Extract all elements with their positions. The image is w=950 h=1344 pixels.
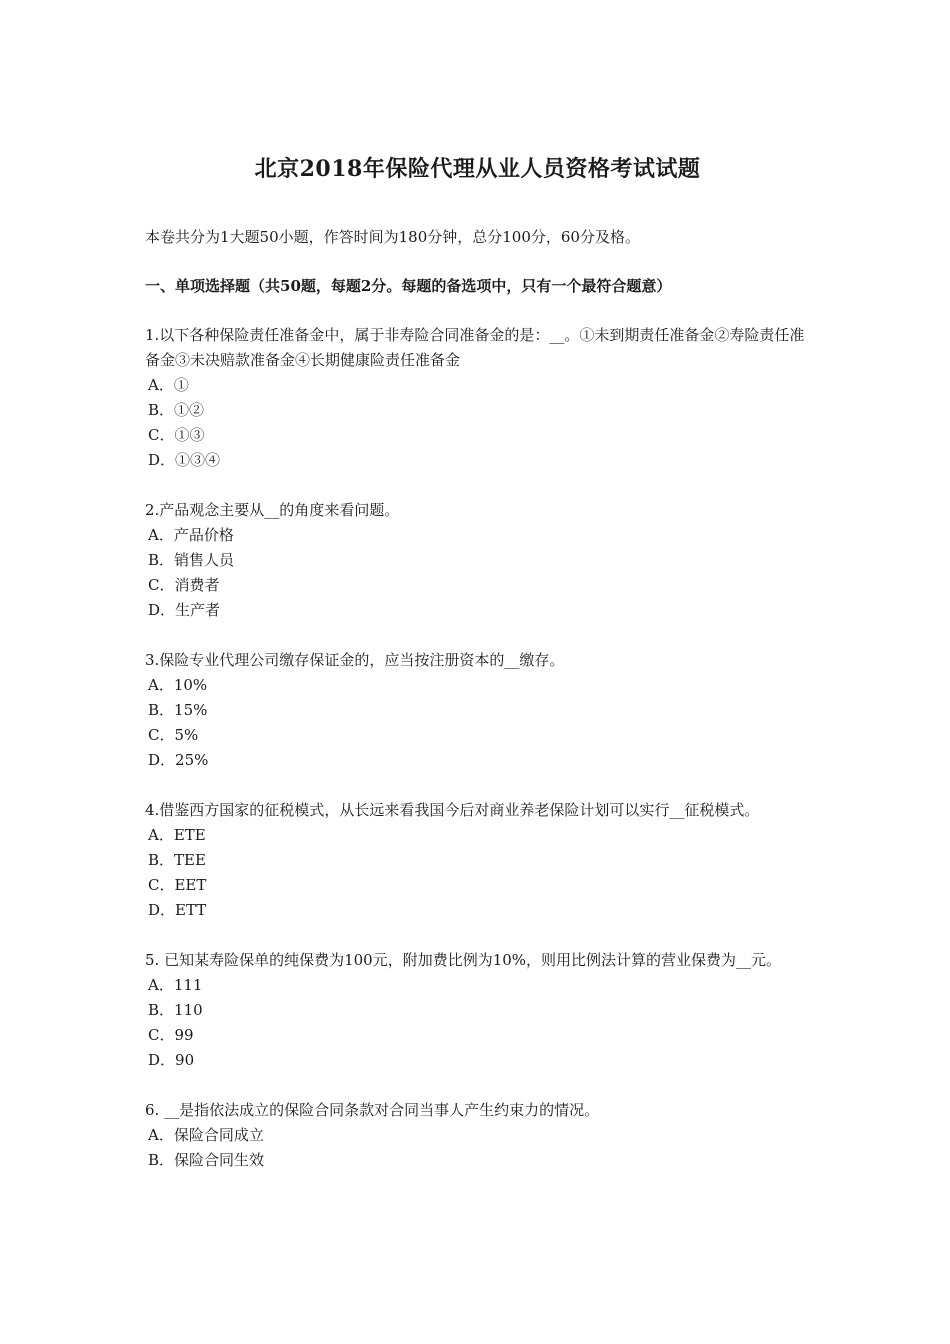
option-d: D．ETT <box>148 901 207 919</box>
question-stem: 2.产品观念主要从__的角度来看问题。 <box>145 501 400 519</box>
option-list <box>145 523 810 623</box>
option-c: C．99 <box>148 1026 194 1044</box>
option-a: A．10% <box>148 676 208 694</box>
question-6 <box>145 1098 810 1173</box>
option-d: D．25% <box>148 751 209 769</box>
option-b: B．保险合同生效 <box>148 1151 265 1169</box>
option-c: C．5% <box>148 726 199 744</box>
option-b: B．①② <box>148 401 205 419</box>
option-list <box>145 373 810 473</box>
question-1 <box>145 323 810 473</box>
question-list <box>145 323 810 1198</box>
option-a: A．保险合同成立 <box>148 1126 264 1144</box>
option-list <box>145 973 810 1073</box>
option-list <box>145 1123 810 1173</box>
option-c: C．①③ <box>148 426 205 444</box>
option-d: D．90 <box>148 1051 195 1069</box>
option-b: B．TEE <box>148 851 206 869</box>
section-heading: 一、单项选择题（共50题，每题2分。每题的备选项中，只有一个最符合题意） <box>145 277 672 295</box>
option-a: A．① <box>148 376 189 394</box>
question-4 <box>145 798 810 923</box>
document-title: 北京2018年保险代理从业人员资格考试试题 <box>254 156 701 182</box>
option-list <box>145 823 810 923</box>
question-2 <box>145 498 810 623</box>
option-d: D．生产者 <box>148 601 221 619</box>
option-b: B．110 <box>148 1001 203 1019</box>
exam-instructions: 本卷共分为1大题50小题，作答时间为180分钟，总分100分，60分及格。 <box>145 228 640 246</box>
question-5 <box>145 948 810 1073</box>
option-b: B．15% <box>148 701 208 719</box>
option-d: D．①③④ <box>148 451 221 469</box>
question-3 <box>145 648 810 773</box>
question-stem: 1.以下各种保险责任准备金中，属于非寿险合同准备金的是：__。①未到期责任准备金②寿险责任准备金③未决赔款准备金④长期健康险责任准备金 <box>145 326 805 369</box>
option-c: C．消费者 <box>148 576 220 594</box>
option-a: A．111 <box>148 976 203 994</box>
question-stem: 3.保险专业代理公司缴存保证金的，应当按注册资本的__缴存。 <box>145 651 565 669</box>
question-stem: 5. 已知某寿险保单的纯保费为100元，附加费比例为10%，则用比例法计算的营业保费为__元。 <box>145 951 782 969</box>
option-list <box>145 673 810 773</box>
option-a: A．产品价格 <box>148 526 234 544</box>
option-b: B．销售人员 <box>148 551 235 569</box>
option-a: A．ETE <box>148 826 206 844</box>
option-c: C．EET <box>148 876 207 894</box>
question-stem: 6. __是指依法成立的保险合同条款对合同当事人产生约束力的情况。 <box>145 1101 600 1119</box>
question-stem: 4.借鉴西方国家的征税模式，从长远来看我国今后对商业养老保险计划可以实行__征税模式。 <box>145 801 760 819</box>
